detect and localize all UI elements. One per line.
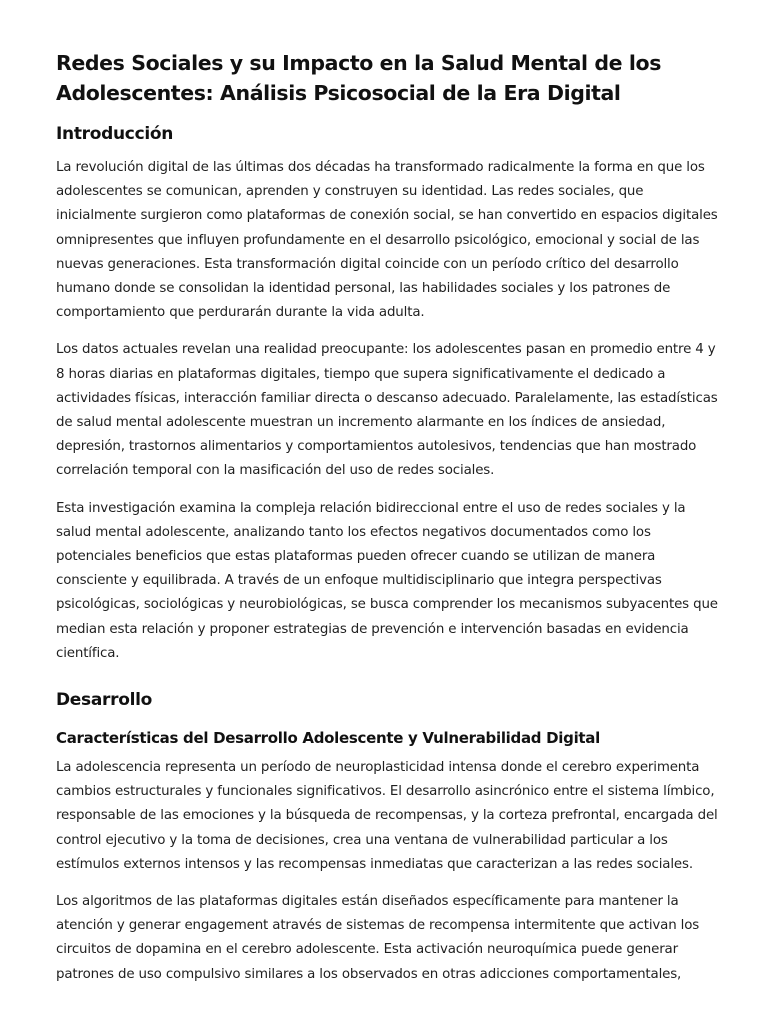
desarrollo-paragraph-2: Los algoritmos de las plataformas digitales están diseñados específicamente para mantener la atención y generar engagement através de sistemas de recompensa intermitente que activan los circuitos de dopamina en el cerebro adolescente. Esta activación neuroquímica puede generar patrones de uso compulsivo similares a los observados en otras adicciones comportamentales, xyxy=(56,894,700,982)
subsection-heading-caracteristicas: Características del Desarrollo Adolescente y Vulnerabilidad Digital xyxy=(56,729,600,748)
intro-paragraph-2: Los datos actuales revelan una realidad preocupante: los adolescentes pasan en promedio entre 4 y 8 horas diarias en plataformas digitales, tiempo que supera significativamente el dedicado a actividades físicas, interacción familiar directa o descanso adecuado. Paralelamente, las estadísticas de salud mental adolescente muestran un incremento alarmante en los índices de ansiedad, depresión, trastornos alimentarios y comportamientos autolesivos, tendencias que han mostrado correlación temporal con la masificación del uso de redes sociales. xyxy=(56,342,718,479)
intro-paragraph-1: La revolución digital de las últimas dos décadas ha transformado radicalmente la forma en que los adolescentes se comunican, aprenden y construyen su identidad. Las redes sociales, que inicialmente surgieron como plataformas de conexión social, se han convertido en espacios digitales omnipresentes que influyen profundamente en el desarrollo psicológico, emocional y social de las nuevas generaciones. Esta transformación digital coincide con un período crítico del desarrollo humano donde se consolidan la identidad personal, las habilidades sociales y los patrones de comportamiento que perdurarán durante la vida adulta. xyxy=(56,160,718,321)
desarrollo-paragraph-1: La adolescencia representa un período de neuroplasticidad intensa donde el cerebro experimenta cambios estructurales y funcionales significativos. El desarrollo asincrónico entre el sistema límbico, responsable de las emociones y la búsqueda de recompensas, y la corteza prefrontal, encargada del control ejecutivo y la toma de decisiones, crea una ventana de vulnerabilidad particular a los estímulos externos intensos y las recompensas inmediatas que caracterizan a las redes sociales. xyxy=(56,760,718,872)
document-page xyxy=(56,48,720,987)
section-heading-introduccion: Introducción xyxy=(56,124,174,144)
intro-paragraph-3: Esta investigación examina la compleja relación bidireccional entre el uso de redes sociales y la salud mental adolescente, analizando tanto los efectos negativos documentados como los potenciales beneficios que estas plataformas pueden ofrecer cuando se utilizan de manera consciente y equilibrada. A través de un enfoque multidisciplinario que integra perspectivas psicológicas, sociológicas y neurobiológicas, se busca comprender los mecanismos subyacentes que median esta relación y proponer estrategias de prevención e intervención basadas en evidencia científica. xyxy=(56,500,718,661)
document-title: Redes Sociales y su Impacto en la Salud Mental de los Adolescentes: Análisis Psicosocial de la Era Digital xyxy=(56,51,662,105)
section-heading-desarrollo: Desarrollo xyxy=(56,690,153,711)
